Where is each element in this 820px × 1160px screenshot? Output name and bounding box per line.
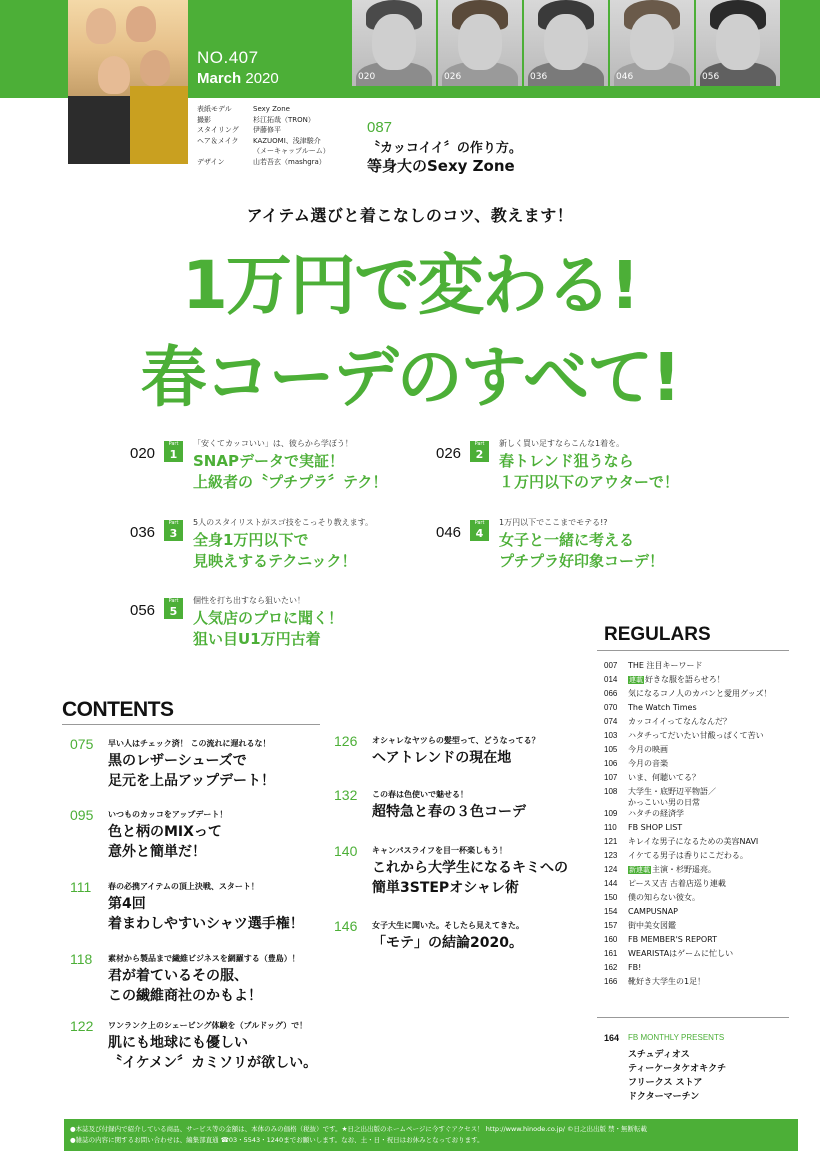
entry-title: 肌にも地球にも優しい 〝イケメン〞カミソリが欲しい。 — [108, 1035, 318, 1071]
part-title: 人気店のプロに聞く！ 狙い目U1万円古着 — [193, 609, 344, 648]
credit-key: スタイリング — [197, 126, 239, 134]
entry-title: ヘアトレンドの現在地 — [372, 750, 512, 766]
part-note: 5人のスタイリストがスゴ技をこっそり教えます。 — [193, 518, 373, 527]
entry-title: 黒のレザーシューズで 足元を上品アップデート！ — [108, 753, 276, 789]
series-tag: 連載 — [629, 676, 643, 684]
regular-item[interactable]: 162 FB! — [604, 963, 642, 972]
entry-page: 075 — [70, 736, 94, 752]
part-page: 036 — [130, 524, 156, 541]
cover-jacket — [68, 96, 130, 164]
monthly-page: 164 — [604, 1033, 620, 1043]
part-badge: Part 5 — [164, 598, 183, 619]
part-title: SNAPデータで実証！ 上級者の〝プチプラ〞テク！ — [193, 452, 388, 491]
divider — [62, 724, 320, 725]
part-page: 026 — [436, 445, 462, 462]
thumbnail-page: 036 — [530, 72, 548, 82]
cover-jacket — [130, 86, 188, 164]
entry-page: 126 — [334, 733, 358, 749]
regular-item[interactable]: 121 キレイな男子になるための美容NAVI — [604, 837, 759, 846]
part-title: 春トレンド狙うなら １万円以下のアウターで！ — [499, 452, 679, 491]
thumbnail[interactable] — [610, 0, 694, 86]
thumbnail-page: 026 — [444, 72, 462, 82]
entry-page: 140 — [334, 843, 358, 859]
entry-note: 早い人はチェック済！ この流れに遅れるな！ — [108, 739, 271, 748]
cover-face — [86, 8, 116, 44]
credit-value: （メーキャップルーム） — [253, 147, 330, 155]
feature-page[interactable]: 087 — [367, 119, 393, 136]
part-page: 046 — [436, 524, 462, 541]
entry-page: 146 — [334, 918, 358, 934]
part-note: 新しく買い足すならこんな1着を。 — [499, 439, 625, 448]
regular-item[interactable]: 014 連載 好きな服を語らせろ！ — [604, 675, 725, 684]
cover-credits — [197, 104, 330, 167]
regular-item[interactable]: 144 ピース又吉 古着店巡り連載 — [604, 879, 726, 888]
monthly-item: スチュディオス — [628, 1050, 690, 1060]
credit-value: 杉江拓哉（TRON） — [253, 115, 315, 124]
entry-note: 春の必携アイテムの頂上決戦、スタート！ — [108, 882, 259, 891]
entry-title: 色と柄のMIXって 意外と簡単だ！ — [108, 824, 222, 860]
entry-note: ワンランク上のシェービング体験を（ブルドッグ）で！ — [108, 1021, 308, 1030]
regular-item[interactable]: 160 FB MEMBER'S REPORT — [604, 935, 718, 944]
part-title: 女子と一緒に考える プチプラ好印象コーデ！ — [499, 531, 665, 570]
part-page: 056 — [130, 602, 156, 619]
monthly-item: ティーケータケオキクチ — [628, 1064, 727, 1074]
feature-title[interactable]: 等身大のSexy Zone — [367, 157, 515, 175]
credit-key: 表紙モデル — [197, 105, 232, 113]
regular-item[interactable]: 103 ハタチってだいたい甘酸っぱくて苦い — [604, 731, 764, 740]
cover-face — [126, 6, 156, 42]
entry-title: 超特急と春の３色コーデ — [372, 804, 526, 820]
regular-item[interactable]: 066 気になるコノ人のカバンと愛用グッズ！ — [604, 689, 772, 698]
contents-heading: CONTENTS — [62, 698, 174, 721]
entry-note: 女子大生に聞いた。そしたら見えてきた。 — [372, 921, 524, 930]
series-tag: 新連載 — [629, 866, 650, 874]
issue-number: NO.407 — [197, 48, 259, 67]
thumbnail-strip — [352, 0, 780, 86]
entry-note: オシャレなヤツらの髪型って、どうなってる？ — [372, 736, 540, 745]
credit-key: ヘア＆メイク — [197, 136, 239, 145]
part-note: 個性を打ち出すなら狙いたい！ — [193, 596, 305, 605]
thumbnail-page: 020 — [358, 72, 376, 82]
part-note: 「安くてカッコいい」は、彼らから学ぼう！ — [193, 439, 353, 448]
footer-line: ●本誌及び付録内で紹介している商品、サービス等の金額は、本体のみの価格（税抜）です。★日之出出版のホームページに今すぐアクセス！ http://www.hinode.co.jp/ ©日之出出版 禁・無断転載 — [70, 1125, 648, 1133]
hero-headline-2: 春コーデのすべて! — [140, 339, 680, 416]
regular-item[interactable]: 074 カッコイイってなんなんだ？ — [604, 717, 731, 726]
regular-item[interactable]: 150 僕の知らない彼女。 — [604, 893, 700, 902]
thumbnail[interactable] — [352, 0, 436, 86]
regular-item[interactable]: 107 いま、何聴いてる？ — [604, 773, 700, 782]
cover-face — [98, 56, 130, 94]
thumbnail-page: 056 — [702, 72, 720, 82]
regular-item[interactable]: 157 街中美女図鑑 — [604, 921, 676, 930]
entry-page: 132 — [334, 787, 358, 803]
entry-title: 君が着ているその服、 この繊維商社のかもよ！ — [108, 968, 262, 1004]
thumbnail-page: 046 — [616, 72, 634, 82]
monthly-item: ドクターマーチン — [628, 1092, 700, 1102]
regulars-heading: REGULARS — [604, 624, 711, 645]
regular-item[interactable]: 007 THE 注目キーワード — [604, 661, 703, 670]
regular-item[interactable]: 110 FB SHOP LIST — [604, 823, 683, 832]
footer-line: ●雑誌の内容に関するお問い合わせは、編集部直通 ☎03・5543・1240までお願いします。なお、土・日・祝日はお休みとなっております。 — [70, 1136, 484, 1144]
entry-page: 095 — [70, 807, 94, 823]
thumbnail[interactable] — [696, 0, 780, 86]
entry-title: 「モテ」の結論2020。 — [372, 935, 523, 951]
hero-headline-1: 1万円で変わる! — [181, 247, 639, 324]
issue-year: 2020 — [245, 70, 279, 87]
part-badge: Part 3 — [164, 520, 183, 541]
entry-page: 111 — [70, 879, 92, 895]
regular-item[interactable]: 105 今月の映画 — [604, 745, 668, 754]
monthly-label: FB MONTHLY PRESENTS — [628, 1033, 725, 1042]
part-note: 1万円以下でここまでモテる!? — [499, 518, 608, 527]
credit-key — [197, 146, 253, 157]
regular-item[interactable]: 108 大学生・底野辺平物語／ かっこいい男の日常 — [604, 787, 716, 807]
part-title: 全身1万円以下で 見映えするテクニック！ — [193, 531, 357, 570]
regular-item[interactable]: 123 イケてる男子は香りにこだわる。 — [604, 851, 748, 860]
credit-key: 撮影 — [197, 115, 211, 124]
monthly-item: フリークス ストア — [628, 1078, 703, 1088]
part-badge: Part 4 — [470, 520, 489, 541]
credit-value: KAZUOMI、浅津駿介 — [253, 136, 321, 145]
entry-page: 122 — [70, 1018, 94, 1034]
cover-face — [140, 50, 170, 86]
footer-notice — [64, 1119, 798, 1151]
credit-key: デザイン — [197, 157, 225, 166]
part-badge: Part 2 — [470, 441, 489, 462]
entry-page: 118 — [70, 951, 93, 967]
regular-item[interactable]: 106 今月の音楽 — [604, 759, 668, 768]
credit-value: 山若吾玄（mashgra） — [253, 157, 326, 166]
regular-item[interactable]: 154 CAMPUSNAP — [604, 907, 678, 916]
thumbnail[interactable] — [438, 0, 522, 86]
part-page: 020 — [130, 445, 156, 462]
entry-note: 素材から製品まで繊維ビジネスを網羅する（豊島）！ — [108, 954, 300, 963]
regular-item[interactable]: 161 WEARISTAはゲームに忙しい — [604, 949, 734, 958]
regular-item[interactable]: 124 新連載 主演・杉野遥亮。 — [604, 865, 716, 874]
entry-title: 第4回 着まわしやすいシャツ選手権！ — [108, 896, 304, 932]
cover-photo — [68, 0, 188, 164]
issue-date — [197, 70, 279, 87]
entry-title: これから大学生になるキミへの 簡単3STEPオシャレ術 — [372, 860, 568, 896]
regular-item[interactable]: 166 靴好き大学生の1足！ — [604, 977, 706, 986]
credit-value: Sexy Zone — [253, 105, 290, 113]
entry-note: いつものカッコをアップデート！ — [108, 810, 228, 819]
part-badge: Part 1 — [164, 441, 183, 462]
issue-month: March — [197, 70, 242, 87]
regular-item[interactable]: 109 ハタチの経済学 — [604, 809, 684, 818]
regular-item[interactable]: 070 The Watch Times — [604, 703, 697, 712]
entry-note: この春は色使いで魅せる！ — [372, 790, 468, 799]
divider — [597, 650, 789, 651]
entry-note: キャンパスライフを目一杯楽しもう！ — [372, 846, 507, 855]
divider — [597, 1017, 789, 1018]
hero-tagline: アイテム選びと着こなしのコツ、教えます！ — [246, 206, 574, 225]
regulars-list — [604, 660, 794, 990]
thumbnail[interactable] — [524, 0, 608, 86]
credit-value: 伊藤修平 — [253, 126, 281, 134]
feature-subtitle: 〝カッコイイ〞の作り方。 — [367, 141, 522, 156]
